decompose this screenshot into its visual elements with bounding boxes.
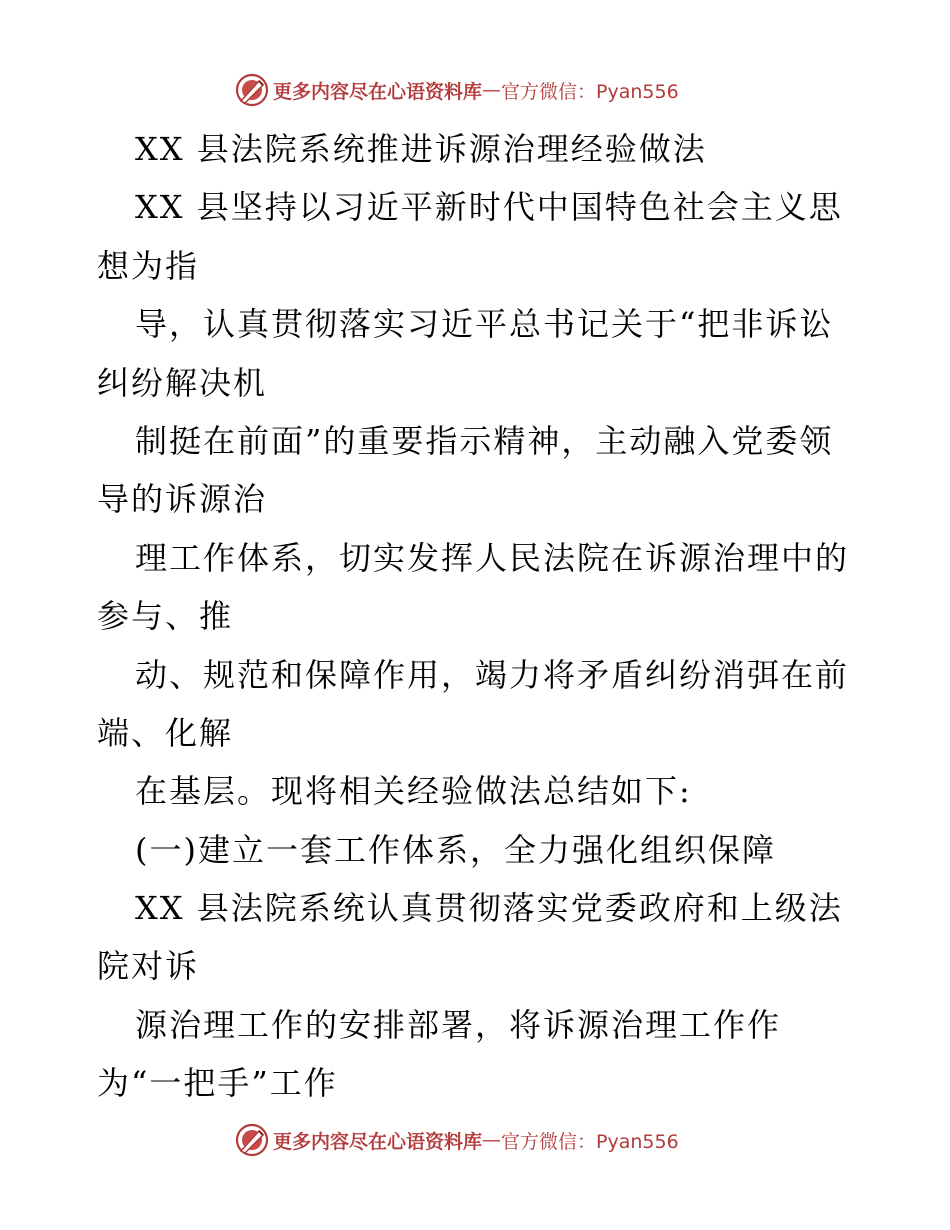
banner-wechat-text: 官方微信：Pyan556 xyxy=(501,1130,679,1153)
logo-pen-icon xyxy=(235,73,269,107)
footer-banner xyxy=(235,1122,679,1158)
banner-wechat-text: 官方微信：Pyan556 xyxy=(501,80,679,103)
paragraph-line: 端、化解 xyxy=(97,713,234,752)
paragraph-line: 导的诉源治 xyxy=(97,480,268,519)
paragraph-line: 想为指 xyxy=(97,246,200,285)
document-title: XX 县法院系统推进诉源治理经验做法 xyxy=(135,130,707,168)
paragraph-line: 动、规范和保障作用，竭力将矛盾纠纷消弭在前 xyxy=(135,655,850,694)
document-body xyxy=(97,120,887,1113)
banner-site-text: 更多内容尽在心语资料库 xyxy=(273,80,483,103)
paragraph-line: 在基层。现将相关经验做法总结如下: xyxy=(135,772,692,811)
paragraph-line: 院对诉 xyxy=(97,947,200,986)
paragraph-line: 纠纷解决机 xyxy=(97,363,268,402)
paragraph-line: 导，认真贯彻落实习近平总书记关于“把非诉讼 xyxy=(135,305,834,344)
banner-separator: — xyxy=(482,79,502,101)
paragraph-line: 参与、推 xyxy=(97,597,234,636)
banner-separator: — xyxy=(482,1129,502,1151)
paragraph-line: XX 县坚持以习近平新时代中国特色社会主义思 xyxy=(135,188,843,227)
header-banner xyxy=(235,72,679,108)
paragraph-line: 制挺在前面”的重要指示精神，主动融入党委领 xyxy=(135,421,834,460)
logo-pen-icon xyxy=(235,1123,269,1157)
paragraph-line: XX 县法院系统认真贯彻落实党委政府和上级法 xyxy=(135,889,843,928)
paragraph-line: 源治理工作的安排部署，将诉源治理工作作 xyxy=(135,1005,782,1044)
paragraph-line: 为“一把手”工作 xyxy=(97,1064,338,1103)
paragraph-line: 理工作体系，切实发挥人民法院在诉源治理中的 xyxy=(135,538,850,577)
banner-site-text: 更多内容尽在心语资料库 xyxy=(273,1130,483,1153)
section-heading: (一)建立一套工作体系，全力强化组织保障 xyxy=(135,830,776,869)
